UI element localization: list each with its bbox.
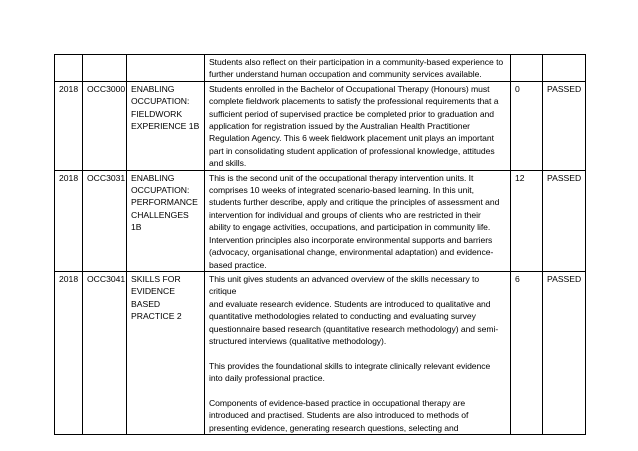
- unit-description-paragraph: Components of evidence-based practice in occupational therapy are introduced and practised. Students are also introduced to methods of presenting evidence, generating research questions, selecting and: [209, 397, 469, 433]
- unit-description-paragraph: This provides the foundational skills to integrate clinically relevant evidence into daily professional practice.: [209, 360, 491, 384]
- unit-year: 2018: [55, 81, 83, 170]
- unit-description-paragraph: This is the second unit of the occupational therapy intervention units. It comprises 10 weeks of integrated scenario-based learning. In this unit, students further describe, apply and critique the principles of assessment and intervention for individual and groups of clients who are restricted in their ability to engage activities, occupations, and participation in community life. Intervention principles also incorporate environmental supports and barriers (advocacy, organisational change, environmental adaptation) and evidence- based practice.: [209, 172, 500, 270]
- unit-year: [55, 55, 83, 82]
- unit-name: ENABLING OCCUPATION: PERFORMANCE CHALLENGES 1B: [127, 170, 205, 271]
- unit-description-paragraph: This unit gives students an advanced overview of the skills necessary to critique and evaluate research evidence. Students are introduced to qualitative and quantitative methodologies related to conducting and evaluating survey questionnaire based research (quantitative research methodology) and semi- structured interviews (qualitative methodology).: [209, 273, 499, 346]
- unit-name: SKILLS FOR EVIDENCE BASED PRACTICE 2: [127, 271, 205, 434]
- units-table: [54, 54, 586, 435]
- unit-name: [127, 55, 205, 82]
- unit-credits: 12: [511, 170, 543, 271]
- unit-code: OCC3041: [83, 271, 127, 434]
- unit-credits: 0: [511, 81, 543, 170]
- table-row: [55, 81, 586, 170]
- unit-description: [205, 55, 511, 82]
- unit-year: 2018: [55, 170, 83, 271]
- unit-credits: [511, 55, 543, 82]
- unit-credits: 6: [511, 271, 543, 434]
- unit-result: [543, 55, 586, 82]
- unit-code: OCC3000: [83, 81, 127, 170]
- unit-result: PASSED: [543, 81, 586, 170]
- unit-description: [205, 170, 511, 271]
- unit-description: [205, 81, 511, 170]
- unit-code: OCC3031: [83, 170, 127, 271]
- table-row: [55, 170, 586, 271]
- table-row: [55, 55, 586, 82]
- unit-result: PASSED: [543, 170, 586, 271]
- table-row: [55, 271, 586, 434]
- unit-code: [83, 55, 127, 82]
- unit-year: 2018: [55, 271, 83, 434]
- unit-result: PASSED: [543, 271, 586, 434]
- unit-description-paragraph: Students also reflect on their participation in a community-based experience to further understand human occupation and community services available.: [209, 57, 504, 80]
- unit-description: [205, 271, 511, 434]
- unit-name: ENABLING OCCUPATION: FIELDWORK EXPERIENCE 1B: [127, 81, 205, 170]
- unit-description-paragraph: Students enrolled in the Bachelor of Occupational Therapy (Honours) must complete fieldwork placements to satisfy the professional requirements that a sufficient period of supervised practice be completed prior to graduation and application for registration issued by the Australian Health Practitioner Regulation Agency. This 6 week fieldwork placement unit plays an important part in consolidating student application of professional knowledge, attitudes and skills.: [209, 83, 499, 169]
